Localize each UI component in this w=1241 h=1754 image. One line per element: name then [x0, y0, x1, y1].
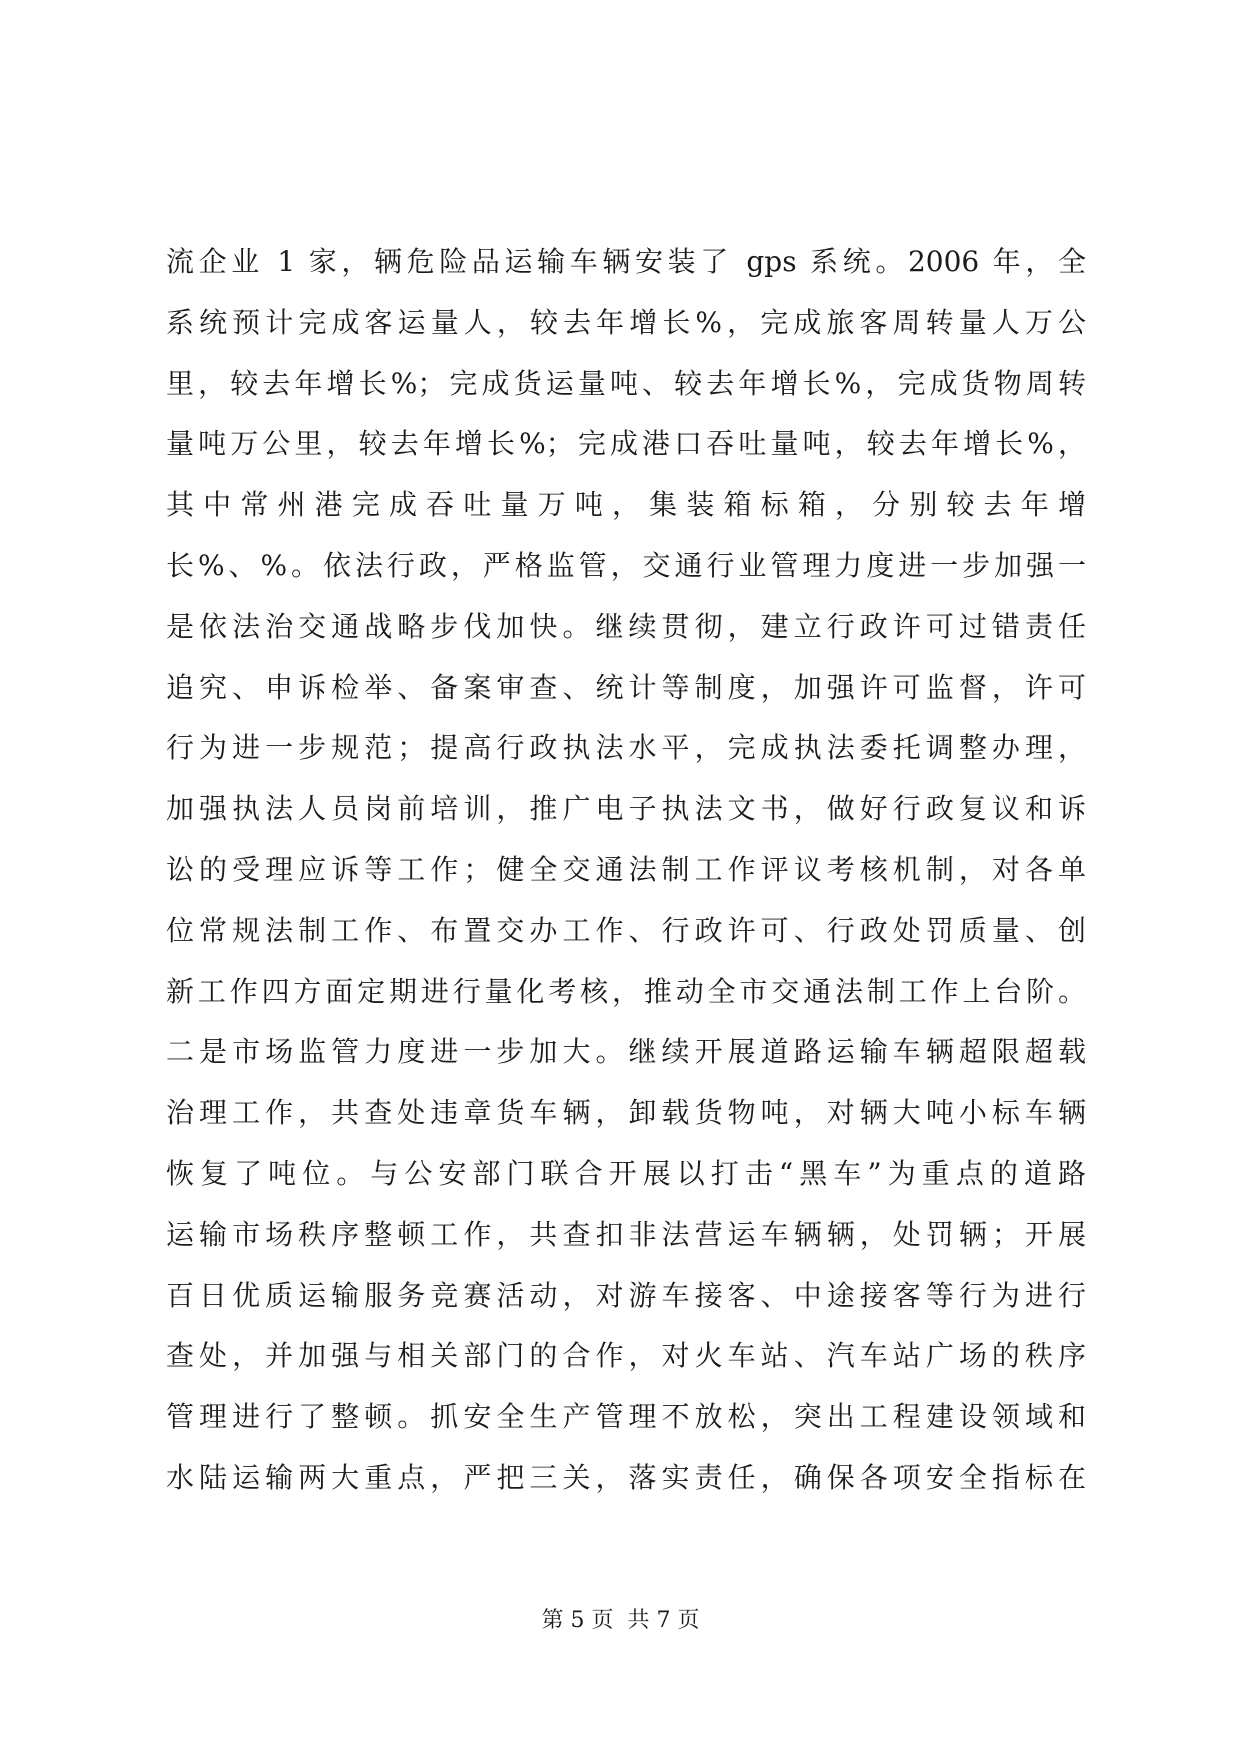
- text-line: 二是市场监管力度进一步加大。继续开展道路运输车辆超限超载: [166, 1035, 1086, 1069]
- text-line: 查处，并加强与相关部门的合作，对火车站、汽车站广场的秩序: [166, 1339, 1086, 1373]
- text-line: 管理进行了整顿。抓安全生产管理不放松，突出工程建设领域和: [166, 1400, 1086, 1434]
- text-line: 运输市场秩序整顿工作，共查扣非法营运车辆辆，处罚辆；开展: [166, 1217, 1086, 1251]
- text-line: 恢复了吨位。与公安部门联合开展以打击“黑车”为重点的道路: [166, 1156, 1086, 1190]
- text-line: 量吨万公里，较去年增长%；完成港口吞吐量吨，较去年增长%，: [166, 427, 1086, 461]
- text-line: 里，较去年增长%；完成货运量吨、较去年增长%，完成货物周转: [166, 366, 1086, 400]
- body-text: [166, 232, 1086, 1509]
- text-line: 追究、申诉检举、备案审查、统计等制度，加强许可监督，许可: [166, 670, 1086, 704]
- text-line: 加强执法人员岗前培训，推广电子执法文书，做好行政复议和诉: [166, 792, 1086, 826]
- text-line: 讼的受理应诉等工作；健全交通法制工作评议考核机制，对各单: [166, 852, 1086, 886]
- text-line: 是依法治交通战略步伐加快。继续贯彻，建立行政许可过错责任: [166, 609, 1086, 643]
- text-line: 流企业 1 家，辆危险品运输车辆安装了 gps 系统。2006 年，全: [166, 245, 1086, 278]
- text-line: 百日优质运输服务竞赛活动，对游车接客、中途接客等行为进行: [166, 1278, 1086, 1312]
- text-line: 长%、%。依法行政，严格监管，交通行业管理力度进一步加强一: [166, 548, 1086, 582]
- text-line: 新工作四方面定期进行量化考核，推动全市交通法制工作上台阶。: [166, 974, 1086, 1008]
- text-line: 位常规法制工作、布置交办工作、行政许可、行政处罚质量、创: [166, 913, 1086, 947]
- page-footer: [0, 1606, 1241, 1636]
- text-line: 治理工作，共查处违章货车辆，卸载货物吨，对辆大吨小标车辆: [166, 1096, 1086, 1130]
- text-line: 行为进一步规范；提高行政执法水平，完成执法委托调整办理，: [166, 731, 1086, 765]
- text-line: 系统预计完成客运量人，较去年增长%，完成旅客周转量人万公: [166, 305, 1086, 339]
- text-line: 其中常州港完成吞吐量万吨，集装箱标箱，分别较去年增: [166, 488, 1086, 522]
- text-line: 水陆运输两大重点，严把三关，落实责任，确保各项安全指标在: [166, 1460, 1086, 1494]
- page-number-label: 第 5 页 共 7 页: [541, 1608, 700, 1633]
